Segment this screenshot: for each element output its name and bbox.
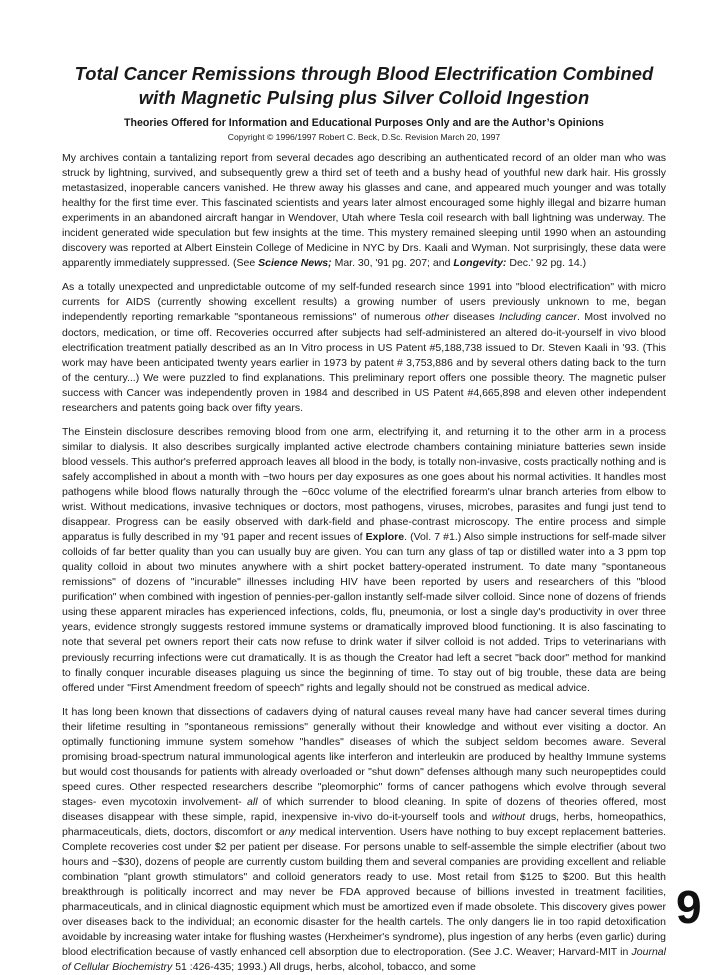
p4-emphasis-all: all [247,795,258,808]
p1-text-c: Dec.' 92 pg. 14.) [506,257,587,270]
document-title [62,62,666,110]
p4-emphasis-without: without [491,810,526,823]
p2-text-b: diseases [448,311,500,324]
p3-text-b: . (Vol. 7 #1.) Also simple instructions for self-made silver colloids of far better quality than you can usually buy are given. You can turn any glass of tap or distilled water into a 3 ppm top quality colloid in about two minutes anywhere with a shirt pocket battery-operated instrument. To date many "spontaneous remissions" of dozens of "incurable" illnesses including HIV have been reported by users and researchers of this "blood purification" when combined with ingestion of pennies-per-gallon instantly self-made silver colloid. Since none of dozens of friends using these apparent miracles has experienced infections, colds, flu, pneumonia, or lost a single day's productivity in over three years, evidence strongly suggests restored immune systems or dramatically improved blood functioning. It is also fascinating to note that several pet owners report their cats now refuse to drink water if silver colloid is not added. Trips to veterinarians with previously recurring infections were cut dramatically. It is as though the Creator had left a secret "back door" method for mankind to finally conquer incurable diseases plaguing us since the beginning of time. To stay out of big trouble, these data are being offered under "First Amendment freedom of speech" rights and legally should not be construed as medical advice. [62,531,667,694]
p1-ref-science-news: Science News; [258,257,332,270]
p4-text-b: of which surrender to blood cleaning. In spite of dozens of theories offered, most diseases disappear with these simple, rapid, inexpensive in-vivo do-it-yourself tools and [62,795,666,823]
paragraph-4 [62,705,666,975]
p3-text-a: The Einstein disclosure describes removing blood from one arm, electrifying it, and returning it to the other arm in a process similar to dialysis. It also describes surgically implanted active electrode chambers containing miniature batteries sewn inside blood vessels. This author's preferred approach leaves all blood in the body, is totally non-invasive, costs practically nothing and is safely accomplished in about a month with ~two hours per day exposures as one goes about his normal activities. It handles most pathogens while blood flows naturally through the ~60cc volume of the electrified forearm's ulnar branch arteries from elbow to wrist. Without medications, invasive techniques or doctors, most pathogens, viruses, microbes, parasites and fungi just tend to disappear. Progress can be easily observed with dark-field and phase-contrast microscopy. The entire process and simple apparatus is fully described in my '91 paper and recent issues of [62,425,666,544]
p4-text-a: It has long been known that dissections of cadavers dying of natural causes reveal many have had cancer several times during their lifetime resulting in "spontaneous remissions" generally without their knowledge and without ever visiting a doctor. An optimally functioning immune system somehow "handles" diseases of which the subject seldom becomes aware. Several promising broad-spectrum natural immunological agents like interferon and interleukin are produced by healthy Immune systems but would cost thousands for patients with already overloaded or "shut down" defenses although many such neuropeptides could speed cures. Other respected researchers describe "pleomorphic" forms of cancer pathogens which evolve through several stages- even mycotoxin involvement- [62,705,666,808]
p1-text-b: Mar. 30, '91 pg. 207; and [331,257,454,270]
p4-text-d: medical intervention. Users have nothing to buy except replacement batteries. Complete recoveries cost under $2 per patient per disease. For persons unable to self-assemble the simple electrifier (about two hours and ~$30), dozens of people are currently custom building them and several companies are providing excellent and reliable combination "plant growth stimulators" and colloid generators ready to use. Most retail from $125 to $200. But this health breakthrough is politically incorrect and may never be FDA approved because of billions invested in treatment facilities, pharmaceuticals, and in clinical diagnostic equipment which must be amortized even if made obsolete. This discovery gives power over diseases back to the individual; an economic disaster for the health cartels. The only dangers lie in too rapid detoxification avoidable by increasing water intake for flushing wastes (Herxheimer's syndrome), plus ingestion of any herbs (even garlic) during blood electrification because of vastly enhanced cell absorption due to electroporation. (See J.C. Weaver; Harvard-MIT in [62,826,666,959]
p2-text-c: . Most involved no doctors, medication, or time off. Recoveries occurred after subjects had self-administered an altered do-it-yourself in vivo blood electrification treatment patially described as an In Vitro process in US Patent #5,188,738 issued to Dr. Steven Kaali in '93. (This work may have been anticipated twenty years earlier in 1973 by patent # 3,753,886 and by several others dating back to the turn of the century...) We were puzzled to find explanations. This preliminary report offers one possible theory. The magnetic pulser success with Cancer was independently proven in 1984 and described in US Patent #4,665,898 and eleven other independent researchers and patents going back over fifty years. [62,311,666,414]
paragraph-2 [62,280,666,415]
paragraph-3 [62,425,666,696]
p4-journal-title: Journal of Cellular Biochemistry [62,946,666,974]
p1-ref-longevity: Longevity: [453,257,507,270]
document-page [62,62,666,975]
p1-text-a: My archives contain a tantalizing report from several decades ago describing an authenticated record of an older man who was struck by lightning, survived, and subsequently grew a third set of teeth and a bushy head of youthful new dark hair. His grossly metastasized, inoperable cancers vanished. He threw away his glasses and cane, and appeared much younger and was totally healthy for the first time ever. This fascinated scientists and years later almost encouraged some highly illegal and bizarre human experiments in an abandoned aircraft hangar in Wendover, Utah where Tesla coil research with ball lightning was underway. The incident generated wide speculation but few insights at the time. This mystery remained sleeping until 1990 when an astounding discovery was reported at Albert Einstein College of Medicine in NYC by Drs. Kaali and Wyman. Not surprisingly, these data were apparently immediately suppressed. (See [62,152,666,270]
title-line-1: Total Cancer Remissions through Blood Electrification Combined [74,63,654,84]
p2-emphasis-other: other [425,311,449,324]
copyright-line: Copyright © 1996/1997 Robert C. Beck, D.Sc. Revision March 20, 1997 [227,132,501,142]
page-number: 9 [676,881,702,933]
p2-text-a: As a totally unexpected and unpredictable outcome of my self-funded research since 1991 into "blood electrification" with micro currents for AIDS (currently showing excellent results) a growing number of users previously unknown to me, began independently reporting remarkable "spontaneous remissions" of numerous [62,281,666,324]
p4-text-c: drugs, herbs, homeopathics, pharmaceuticals, diets, doctors, discomfort or [62,810,666,839]
paragraph-1 [62,151,666,271]
disclaimer-subtitle: Theories Offered for Information and Educational Purposes Only and are the Author’s Opinions [124,117,604,129]
p4-text-e: 51 :426-435; 1993.) All drugs, herbs, alcohol, tobacco, and some [172,961,476,974]
title-line-2: with Magnetic Pulsing plus Silver Colloid Ingestion [138,87,590,108]
p4-emphasis-any: any [278,826,296,839]
p2-emphasis-cancer: Including cancer [499,311,578,324]
p3-ref-explore: Explore [365,531,405,544]
